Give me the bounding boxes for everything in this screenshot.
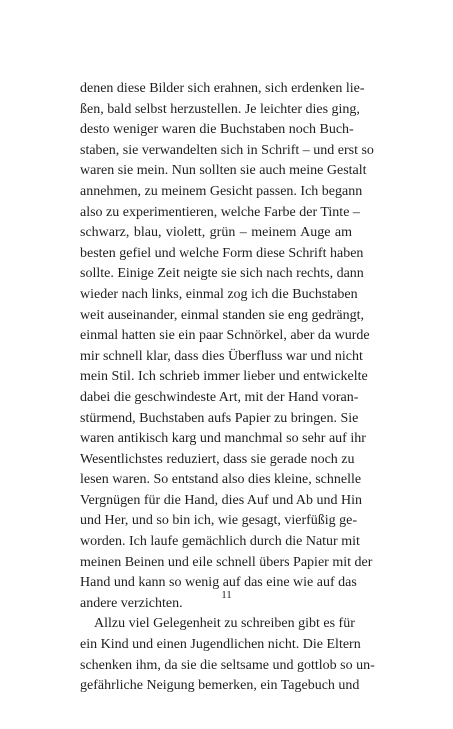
paragraph-2 (80, 614, 375, 696)
text-line: staben, sie verwandelten sich in Schrift – und erst so (80, 142, 374, 158)
text-line: desto weniger waren die Buchstaben noch Buch- (80, 122, 354, 138)
text-line: dabei die geschwindeste Art, mit der Hand voran- (80, 389, 359, 405)
text-line: ein Kind und einen Jugendlichen nicht. Die Eltern (80, 637, 361, 653)
body-text (80, 79, 375, 697)
text-line: besten gefiel und welche Form diese Schrift haben (80, 245, 364, 261)
text-line: schenken ihm, da sie die seltsame und gottlob so un- (80, 657, 375, 673)
text-line: worden. Ich laufe gemächlich durch die Natur mit (80, 534, 360, 550)
text-line: wieder nach links, einmal zog ich die Buchstaben (80, 286, 358, 302)
text-line: Hand und kann so wenig auf das eine wie auf das (80, 575, 357, 591)
text-line: weit auseinander, einmal standen sie eng gedrängt, (80, 307, 365, 323)
text-line: lesen waren. So entstand also dies kleine, schnelle (80, 472, 362, 488)
text-line: waren sie mein. Nun sollten sie auch meine Gestalt (80, 163, 367, 179)
page-number: 11 (221, 589, 232, 601)
text-line: einmal hatten sie ein paar Schnörkel, aber da wurde (80, 328, 370, 344)
text-line: andere verzichten. (80, 595, 183, 611)
text-line: waren antikisch karg und manchmal so sehr auf ihr (80, 431, 366, 447)
text-line: sollte. Einige Zeit neigte sie sich nach rechts, dann (80, 266, 364, 282)
paragraph-1 (80, 79, 374, 614)
text-line: Allzu viel Gelegenheit zu schreiben gibt es für (94, 616, 355, 632)
text-line: also zu experimentieren, welche Farbe der Tinte – (80, 204, 360, 220)
text-line: mein Stil. Ich schrieb immer lieber und entwickelte (80, 369, 368, 385)
text-line: schwarz, blau, violett, grün – meinem Auge am (80, 225, 352, 241)
text-line: gefährliche Neigung bemerken, ein Tagebuch und (80, 678, 360, 694)
text-line: und Her, und so bin ich, wie gesagt, vierfüßig ge- (80, 513, 358, 529)
text-line: Vergnügen für die Hand, dies Auf und Ab und Hin (80, 492, 363, 508)
text-line: meinen Beinen und eile schnell übers Papier mit der (80, 554, 373, 570)
text-line: stürmend, Buchstaben aufs Papier zu bringen. Sie (80, 410, 359, 426)
text-line: ßen, bald selbst herzustellen. Je leichter dies ging, (80, 101, 360, 117)
text-line: annehmen, zu meinem Gesicht passen. Ich begann (80, 183, 363, 199)
text-line: mir schnell klar, dass dies Überfluss war und nicht (80, 348, 363, 364)
text-line: Wesentlichstes reduziert, dass sie gerade noch zu (80, 451, 355, 467)
text-line: denen diese Bilder sich erahnen, sich erdenken lie- (80, 81, 365, 96)
